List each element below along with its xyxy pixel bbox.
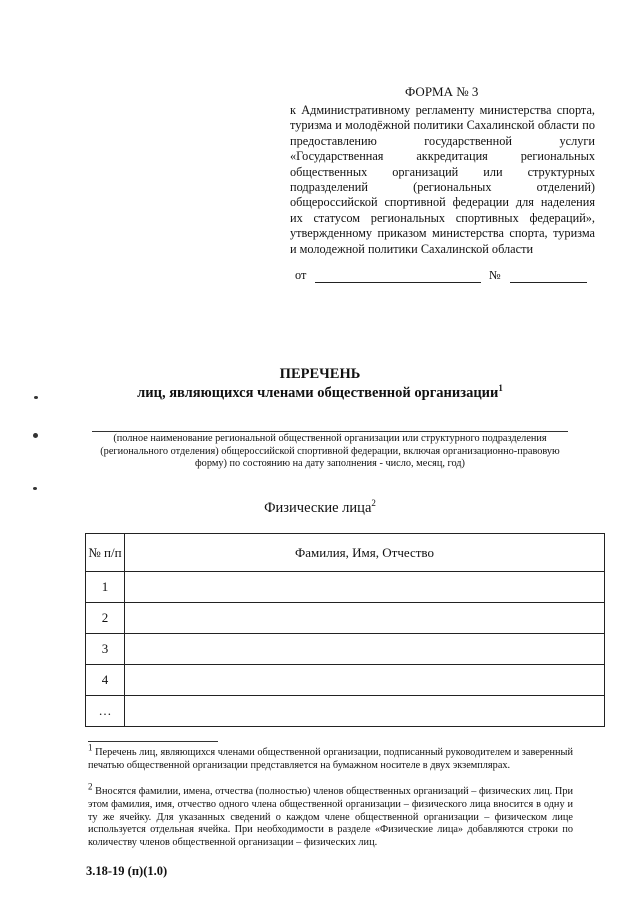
table-row [86,603,605,634]
name-column-header: Фамилия, Имя, Отчество [125,534,605,572]
members-table [85,533,605,727]
num-header-text: № п/п [88,545,122,560]
num-column-header [86,534,125,572]
table-header-row [86,534,605,572]
row-number: 2 [86,603,125,634]
scan-speck [34,396,38,399]
footnote-1 [88,742,573,773]
name-cell[interactable] [125,665,605,696]
org-name-caption: (полное наименование региональной общественной организации или структурного подразделения (регионального отделения) общероссийской спортивной федерации, включая организационно-правовую форму) по состоянию на дату заполнения - число, месяц, год) [100,433,560,470]
name-cell[interactable] [125,696,605,727]
footnote-1-mark: 1 [88,742,93,753]
appendix-text: к Административному регламенту министерства спорта, туризма и молодёжной политики Сахалинской области по предоставлению государственной услуги «Государственная аккредитация региональных общественных организаций или структурных подразделений (региональных отделений) общероссийской спортивной федерации для наделения их статусом региональных спортивных федераций», утвержденному приказом министерства спорта, туризма и молодежной политики Сахалинской области [290,103,595,256]
footnote-ref-1: 1 [498,383,503,394]
row-number: … [86,696,125,727]
date-blank [315,282,481,283]
date-number-line [293,268,593,286]
footnote-1-text: Перечень лиц, являющихся членами общественной организации, подписанный руководителем и заверенный печатью общественной организации представляется на бумажном носителе в двух экземплярах. [88,747,573,771]
number-blank [510,282,587,283]
table-row [86,665,605,696]
document-title: ПЕРЕЧЕНЬ [279,366,361,382]
scan-speck [33,487,37,490]
footnote-ref-2: 2 [371,498,376,509]
document-subtitle [0,385,640,402]
form-number: ФОРМА № 3 [405,84,479,99]
footnote-2-text: Вносятся фамилии, имена, отчества (полностью) членов общественных организаций – физических лиц. При этом фамилия, имя, отчество одного члена общественной организации – физического лица вносится в одну и ту же ячейку. Для указанных сведений о каждом члене общественной организации – физическом лице используется отдельная ячейка. При необходимости в разделе «Физические лица» добавляются строки по количеству членов общественной организации – физических лиц. [88,786,573,849]
row-number: 1 [86,572,125,603]
number-label: № [489,268,501,282]
document-code: 3.18-19 (п)(1.0) [86,864,168,878]
footnote-2 [88,781,573,850]
scan-speck [33,433,38,438]
name-cell[interactable] [125,572,605,603]
name-cell[interactable] [125,603,605,634]
table-row [86,696,605,727]
section-title [0,500,640,517]
row-number: 3 [86,634,125,665]
from-label: от [295,268,307,282]
org-name-line [92,431,568,432]
footnote-2-mark: 2 [88,781,93,792]
row-number: 4 [86,665,125,696]
section-title-text: Физические лица [264,500,372,516]
table-row [86,634,605,665]
name-cell[interactable] [125,634,605,665]
subtitle-text: лиц, являющихся членами общественной организации [137,385,499,401]
table-row [86,572,605,603]
footnote-separator [88,741,218,742]
